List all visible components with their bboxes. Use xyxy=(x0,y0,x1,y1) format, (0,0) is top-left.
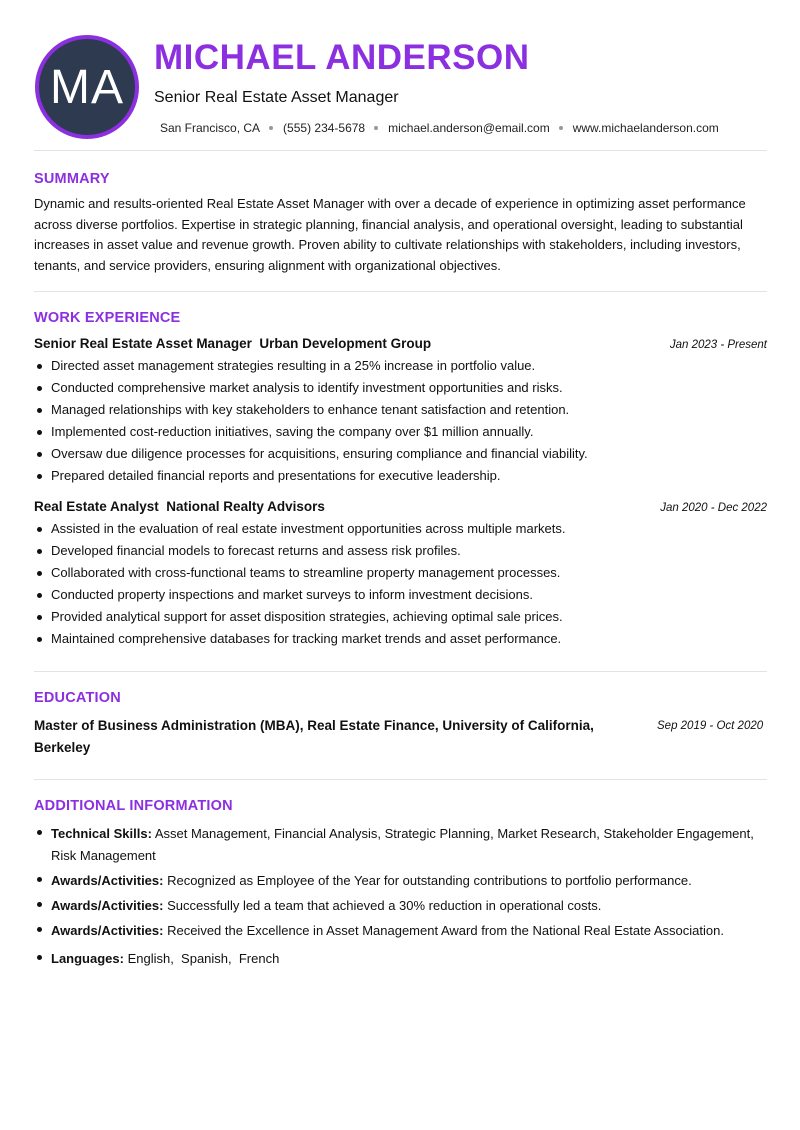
list-item: Implemented cost-reduction initiatives, saving the company over $1 million annually. xyxy=(34,421,767,443)
list-item: Provided analytical support for asset disposition strategies, achieving optimal sale prices. xyxy=(34,606,767,628)
list-item: Oversaw due diligence processes for acquisitions, ensuring compliance and financial viability. xyxy=(34,443,767,465)
additional-heading: ADDITIONAL INFORMATION xyxy=(34,798,233,814)
contact-info xyxy=(160,121,719,135)
contact-phone: (555) 234-5678 xyxy=(283,121,366,135)
list-item xyxy=(34,918,767,943)
list-item: Prepared detailed financial reports and presentations for executive leadership. xyxy=(34,465,767,487)
education-degree: Master of Business Administration (MBA), Real Estate Finance, University of California, Berkeley xyxy=(34,718,594,755)
experience-heading: WORK EXPERIENCE xyxy=(34,310,181,326)
candidate-name: MICHAEL ANDERSON xyxy=(154,38,530,77)
list-item: Managed relationships with key stakeholders to enhance tenant satisfaction and retention. xyxy=(34,399,767,421)
experience-section xyxy=(34,292,767,671)
list-item: Maintained comprehensive databases for tracking market trends and asset performance. xyxy=(34,628,767,650)
summary-text: Dynamic and results-oriented Real Estate Asset Manager with over a decade of experience in optimizing asset performance across diverse portfolios. Expertise in strategic planning, financial analysis, and operational oversight, leading to substantial increases in asset value and revenue growth. Proven ability to cultivate relationships with stakeholders, including investors, tenants, and service providers, ensuring alignment with organizational objectives. xyxy=(34,196,746,273)
contact-website[interactable]: www.michaelanderson.com xyxy=(572,121,719,135)
list-item xyxy=(34,821,767,868)
separator-dot-icon xyxy=(269,126,273,130)
job-entry xyxy=(34,499,767,650)
contact-location: San Francisco, CA xyxy=(160,121,261,135)
list-item: Developed financial models to forecast returns and assess risk profiles. xyxy=(34,540,767,562)
item-label: Technical Skills: xyxy=(51,825,152,841)
job-date: Jan 2023 - Present xyxy=(669,339,767,351)
education-heading: EDUCATION xyxy=(34,690,121,706)
job-header xyxy=(34,336,767,351)
item-text: Recognized as Employee of the Year for outstanding contributions to portfolio performance. xyxy=(163,872,692,888)
education-date: Sep 2019 - Oct 2020 xyxy=(657,720,764,732)
separator-dot-icon xyxy=(374,126,378,130)
job-entry xyxy=(34,336,767,487)
avatar: MA xyxy=(35,35,139,139)
job-date: Jan 2020 - Dec 2022 xyxy=(660,502,767,514)
job-title: Real Estate Analyst National Realty Advisors xyxy=(34,499,325,514)
list-item: Collaborated with cross-functional teams to streamline property management processes. xyxy=(34,562,767,584)
list-item: Directed asset management strategies resulting in a 25% increase in portfolio value. xyxy=(34,355,767,377)
candidate-title: Senior Real Estate Asset Manager xyxy=(154,89,399,106)
job-header xyxy=(34,499,767,514)
summary-section xyxy=(34,151,767,291)
list-item xyxy=(34,868,767,893)
resume-header xyxy=(34,0,767,150)
additional-section xyxy=(34,780,767,971)
item-text: Received the Excellence in Asset Management Award from the National Real Estate Association. xyxy=(163,922,724,938)
additional-list xyxy=(34,821,767,971)
job-bullets xyxy=(34,518,767,650)
job-bullets xyxy=(34,355,767,487)
education-entry xyxy=(34,715,767,759)
item-label: Awards/Activities: xyxy=(51,922,164,938)
list-item: Assisted in the evaluation of real estate investment opportunities across multiple markets. xyxy=(34,518,767,540)
education-section xyxy=(34,672,767,779)
item-label: Awards/Activities: xyxy=(51,872,164,888)
separator-dot-icon xyxy=(559,126,563,130)
list-item: Conducted comprehensive market analysis to identify investment opportunities and risks. xyxy=(34,377,767,399)
list-item xyxy=(34,946,767,971)
job-title: Senior Real Estate Asset Manager Urban Development Group xyxy=(34,336,432,351)
item-text: Asset Management, Financial Analysis, Strategic Planning, Market Research, Stakeholder Engagement, Risk Management xyxy=(51,825,754,863)
item-text: Successfully led a team that achieved a 30% reduction in operational costs. xyxy=(163,897,602,913)
item-text: English, Spanish, French xyxy=(123,950,280,966)
contact-email[interactable]: michael.anderson@email.com xyxy=(388,121,550,135)
item-label: Awards/Activities: xyxy=(51,897,164,913)
summary-heading: SUMMARY xyxy=(34,171,110,187)
item-label: Languages: xyxy=(51,950,124,966)
list-item xyxy=(34,893,767,918)
list-item: Conducted property inspections and market surveys to inform investment decisions. xyxy=(34,584,767,606)
